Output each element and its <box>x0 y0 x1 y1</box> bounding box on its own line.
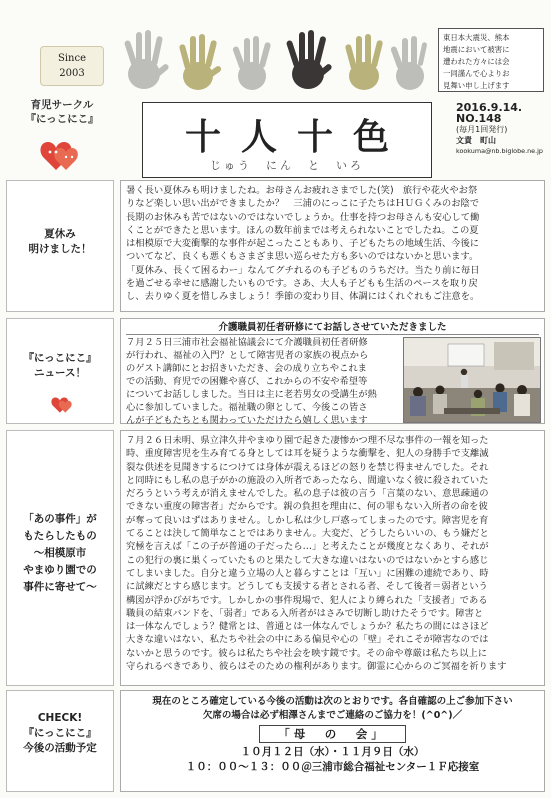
schedule-intro-line: 現在のところ確定している今後の活動は次のとおりです。各自確認の上ご参加下さい <box>152 696 513 707</box>
news-headline: 介護職員初任者研修にてお話しさせていただきました <box>126 321 539 335</box>
masthead-title-box <box>142 102 432 178</box>
label-line: ニュース！ <box>34 367 86 379</box>
label-line: もたらしたもの <box>23 530 97 542</box>
notice-line: 見舞い申し上げます <box>443 81 510 90</box>
circle-title: 『にっこにこ』 <box>25 113 99 125</box>
text-line: 守られるべきであり、彼らはそのための権利があります。御霊に心からのご冥福を祈ります <box>126 661 507 673</box>
notice-line: 一同謹んで心よりお <box>443 69 510 78</box>
label-line: 「あの事件」が <box>23 513 97 525</box>
news-body <box>120 318 545 424</box>
label-line: 『にっこにこ』 <box>23 352 97 364</box>
condolence-notice <box>438 28 544 92</box>
text-line: に試練だとすら感じます。どうしても支援する者とされる者、そして後者＝弱者という <box>126 581 488 593</box>
handprint-icon <box>390 36 427 90</box>
text-line: 究極を言えば「この子が普通の子だったら…」と考えたことが幾度となくあり、それが <box>126 541 489 553</box>
notice-line: 東日本大震災、熊本 <box>443 33 510 42</box>
summer-label <box>6 180 114 312</box>
label-line: 『にっこにこ』 <box>23 727 97 739</box>
contact-email: kookuma@nb.biglobe.ne.jp <box>456 147 543 155</box>
since-badge <box>40 46 104 86</box>
text-line: てしまいました。自分と違う立場の人と暮らすことは「互い」に困難の連続であり、時 <box>126 567 489 579</box>
notice-line: 遭われた方々には会 <box>443 57 510 66</box>
heart-logo-icon <box>36 134 84 174</box>
label-line: やまゆり園での <box>23 564 97 576</box>
summer-body <box>120 180 545 312</box>
text-line: この犯行の裏に巣くっていたものと果たして大きな違いはないのではないかとすら感じ <box>126 554 489 566</box>
text-line: が行われ、福祉の入門？として障害児者の家族の視点から <box>126 350 369 361</box>
handprint-icon <box>286 30 333 89</box>
text-line: ７月２６日未明、県立津久井やまゆり園で起きた凄惨かつ理不尽な事件の一報を知った <box>126 435 489 446</box>
text-line: し、去りゆく夏を惜しみましょう！季節の変わり目、体調にはくれぐれもご注意を。 <box>126 291 480 303</box>
schedule-section <box>6 690 545 792</box>
text-line: 心に参加していました。福祉職の卵として、今後この皆さ <box>126 402 368 413</box>
text-line: は一体なんでしょう？健常とは、普通とは一体なんでしょうか？私たちの間にはさほど <box>126 621 489 633</box>
text-line: が奪って良いはずはありません。しかし私は少し戸惑ってしまったのです。障害児を育 <box>126 514 489 526</box>
title-reading: じゅう にん と いろ <box>210 159 364 172</box>
text-line: 職員の結束バンドを、「弱者」である入所者がはさみで切断し助けたそうです。障害と <box>126 607 484 619</box>
schedule-label <box>6 690 114 792</box>
text-line: てることは決して簡単なことではありません。大変だ、どうしたらいいの、もう嫌だと <box>126 528 489 540</box>
issue-number: NO.148 <box>456 112 502 125</box>
since-label: Since <box>57 53 86 64</box>
newsletter-title: 十人十色 <box>184 116 409 158</box>
incident-label <box>6 430 114 686</box>
notice-line: 地震において被害に <box>443 45 510 54</box>
heart-logo-icon <box>49 393 75 415</box>
news-text <box>126 336 396 427</box>
news-label <box>6 318 114 424</box>
text-line: のゲスト講師にとお招きいただき、会の成り立ちやこれま <box>126 363 367 374</box>
training-photo <box>403 337 541 423</box>
event-dates: １０月１２日（水）・１１月９日（水） <box>240 746 425 758</box>
circle-type: 育児サークル <box>30 99 94 111</box>
label-line: CHECK! <box>37 712 83 724</box>
text-line: 時、重度障害児を生み育てる身としては耳を疑うような衝撃を、犯人の身勝手で支離滅 <box>126 448 489 460</box>
text-line: できない重度の障害者」だからです。親の負担を理由に、何の罪もない入所者の命を彼 <box>126 501 488 513</box>
label-line: 今後の活動予定 <box>23 742 97 754</box>
label-line: 夏休み <box>44 228 76 240</box>
label-line: 事件に寄せて～ <box>23 581 97 593</box>
circle-info <box>6 6 114 178</box>
text-line: 暑く長い夏休みも明けましたね。お母さんお疲れさまでした(笑) 旅行や花火やお祭 <box>126 185 478 196</box>
handprint-icon <box>179 34 223 90</box>
handprint-icon <box>124 30 170 89</box>
text-line: ついてなど、良くも悪くもさまざま思い巡らせた方も多いのではないかと思います。 <box>126 251 479 263</box>
circle-name <box>10 98 114 126</box>
event-time-place: １０：００～１３：００＠三浦市総合福祉センター１Ｆ応接室 <box>185 761 480 773</box>
text-line: だろうという考えが消えませんでした。私の息子は彼の言う「言葉のない、意思疎通の <box>126 488 489 500</box>
schedule-body <box>120 690 545 792</box>
label-line: 明けました！ <box>28 243 92 255</box>
text-line: と同時にもし私の息子がかの施設の入所者であったなら、間違いなく彼に殺されていた <box>126 474 489 486</box>
news-section <box>6 318 545 424</box>
incident-section <box>6 430 545 686</box>
issue-info <box>456 102 548 157</box>
text-line: ないかと思うのです。彼らは私たちや社会を映す鏡です。その命や尊厳は私たち以上に <box>126 647 488 659</box>
text-line: についてお話ししました。当日は主に老若男女の受講生が熱 <box>126 389 377 400</box>
issue-frequency: (毎月1回発行) <box>456 125 508 134</box>
text-line: は相模原で大変衝撃的な事件が起こったこともあり、子どもたちの地域生活、今後に <box>126 238 480 250</box>
handprint-icon <box>345 34 384 90</box>
text-line: 構図が浮かびがちです。しかしかの事件現場で、犯人により縛られた「支援者」である <box>126 594 488 606</box>
event-name: 「母 の 会」 <box>259 725 406 743</box>
text-line: ７月２５日三浦市社会福祉協議会にて介護職員初任者研修 <box>126 337 368 348</box>
since-year: 2003 <box>59 68 85 79</box>
issue-date: 2016.9.14. <box>456 101 523 114</box>
text-line: 裂な供述を見聞きするにつけては身体が震えるほどの怒りを禁じ得ませんでした。それ <box>126 461 489 473</box>
text-line: りなど楽しい思い出ができましたか？ 三浦のにっこに子たちはＨＵＧくみのお陰で <box>126 198 480 210</box>
schedule-intro-line: 欠席の場合は必ず相澤さんまでご連絡のご協力を！(^0^)／ <box>202 709 463 721</box>
header <box>6 6 545 178</box>
text-line: 「夏休み、長くて困るわー」なんてグチれるのも子どものうちだけ。当たり前に毎日 <box>126 264 480 276</box>
editor: 文責 町山 <box>456 136 496 145</box>
text-line: 大きな違いはない、私たちや社会の中にある偏見や心の「壁」それこそが障害なのでは <box>126 634 489 646</box>
text-line: 長期のお休みも苦ではないのではないでしょうか。仕事を持つお母さんも安心して働 <box>126 211 480 223</box>
text-line: を過ごせる幸せに感謝したいものです。さあ、大人も子どもも生活のペースを取り戻 <box>126 278 478 290</box>
handprint-icon <box>232 36 271 90</box>
text-line: んが子どもたちとも関わっていただけたら嬉しく思います <box>126 415 368 426</box>
incident-body <box>120 430 545 686</box>
handprints-decoration <box>118 26 430 96</box>
summer-section <box>6 180 545 312</box>
text-line: くことができたと思います。ほんの数年前までは考えられないことでしたね。この夏 <box>126 224 479 236</box>
text-line: での活動、育児での困難や喜び、これからの不安や希望等 <box>126 376 368 387</box>
label-line: ～相模原市 <box>33 547 87 559</box>
